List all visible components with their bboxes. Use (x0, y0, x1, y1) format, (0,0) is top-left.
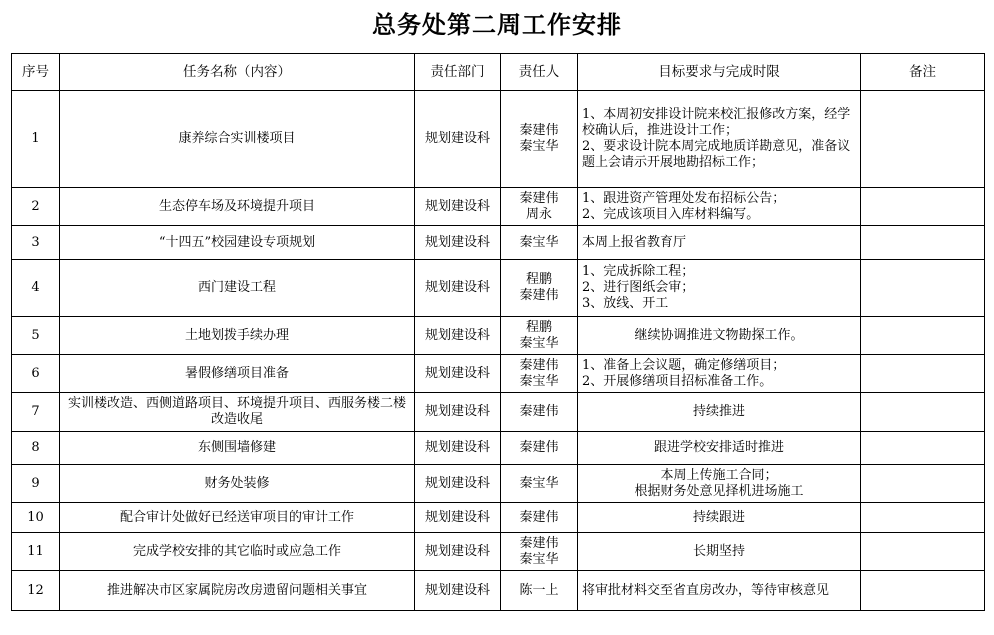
person-name: 秦建伟 (519, 535, 559, 551)
person-name: 程鹏 (525, 272, 552, 287)
row-goal (578, 503, 861, 533)
row-person (501, 432, 578, 465)
goal-line: 本周上报省教育厅 (582, 234, 687, 250)
table-row (12, 393, 985, 432)
row-goal (578, 571, 861, 611)
row-person (501, 188, 578, 226)
row-person (501, 571, 578, 611)
table-row (12, 188, 985, 226)
row-index: 8 (12, 432, 60, 465)
row-note (861, 571, 985, 611)
row-department: 规划建设科 (415, 432, 501, 465)
table-row (12, 226, 985, 260)
row-task: 完成学校安排的其它临时或应急工作 (60, 533, 415, 571)
row-note (861, 393, 985, 432)
row-task: 推进解决市区家属院房改房遗留问题相关事宜 (60, 571, 415, 611)
row-department: 规划建设科 (415, 91, 501, 188)
header-department: 责任部门 (415, 54, 501, 91)
row-index: 6 (12, 355, 60, 393)
row-department: 规划建设科 (415, 188, 501, 226)
row-department: 规划建设科 (415, 503, 501, 533)
row-index: 11 (12, 533, 60, 571)
table-row (12, 533, 985, 571)
header-note: 备注 (861, 54, 985, 91)
goal-line: 根据财务处意见择机进场施工 (634, 483, 804, 499)
row-task: 土地划拨手续办理 (60, 317, 415, 355)
goal-line: 1、准备上会议题，确定修缮项目； (582, 357, 786, 373)
row-note (861, 533, 985, 571)
row-goal (578, 465, 861, 503)
work-schedule-table (11, 53, 985, 611)
row-department: 规划建设科 (415, 393, 501, 432)
row-note (861, 432, 985, 465)
row-department: 规划建设科 (415, 260, 501, 317)
row-department: 规划建设科 (415, 533, 501, 571)
row-goal (578, 317, 861, 355)
goal-line: 将审批材料交至省直房改办，等待审核意见 (582, 582, 830, 598)
person-name: 秦建伟 (519, 509, 559, 525)
person-name: 程鹏 (525, 319, 552, 335)
row-goal (578, 260, 861, 317)
goal-line: 本周上传施工合同； (660, 467, 778, 483)
row-person (501, 91, 578, 188)
row-person (501, 355, 578, 393)
row-note (861, 226, 985, 260)
person-name: 周永 (525, 206, 552, 222)
row-task: 康养综合实训楼项目 (60, 91, 415, 188)
goal-line: 2、完成该项目入库材料编写。 (582, 206, 760, 222)
person-name: 秦宝华 (519, 475, 559, 491)
table-row (12, 355, 985, 393)
person-name: 秦建伟 (519, 357, 559, 373)
row-task: 实训楼改造、西侧道路项目、环境提升项目、西服务楼二楼改造收尾 (60, 393, 415, 432)
row-person (501, 317, 578, 355)
row-department: 规划建设科 (415, 226, 501, 260)
goal-line: 持续推进 (692, 404, 745, 419)
row-goal (578, 432, 861, 465)
row-note (861, 260, 985, 317)
person-name: 秦建伟 (519, 440, 559, 455)
person-name: 秦建伟 (519, 288, 559, 303)
row-task: 生态停车场及环境提升项目 (60, 188, 415, 226)
goal-line: 1、跟进资产管理处发布招标公告； (582, 190, 786, 206)
person-name: 秦建伟 (519, 123, 559, 138)
person-name: 秦宝华 (519, 234, 559, 250)
table-row (12, 571, 985, 611)
header-goal: 目标要求与完成时限 (578, 54, 861, 91)
goal-line: 1、本周初安排设计院来校汇报修改方案，经学校确认后，推进设计工作； (582, 107, 851, 138)
row-note (861, 91, 985, 188)
person-name: 秦宝华 (519, 139, 559, 154)
person-name: 陈一上 (519, 582, 559, 598)
row-person (501, 465, 578, 503)
row-task: 财务处装修 (60, 465, 415, 503)
page-title: 总务处第二周工作安排 (372, 10, 622, 39)
row-goal (578, 226, 861, 260)
row-department: 规划建设科 (415, 571, 501, 611)
goal-line: 2、开展修缮项目招标准备工作。 (582, 373, 773, 389)
row-person (501, 503, 578, 533)
row-task: 配合审计处做好已经送审项目的审计工作 (60, 503, 415, 533)
goal-line: 持续跟进 (692, 509, 745, 525)
row-index: 9 (12, 465, 60, 503)
person-name: 秦建伟 (519, 190, 559, 206)
row-note (861, 188, 985, 226)
row-person (501, 226, 578, 260)
table-row (12, 503, 985, 533)
person-name: 秦宝华 (519, 373, 559, 389)
row-note (861, 465, 985, 503)
row-goal (578, 188, 861, 226)
row-index: 1 (12, 91, 60, 188)
goal-line: 长期坚持 (692, 543, 745, 559)
row-index: 2 (12, 188, 60, 226)
row-note (861, 503, 985, 533)
table-row (12, 465, 985, 503)
person-name: 秦建伟 (519, 404, 559, 419)
header-index: 序号 (12, 54, 60, 91)
row-task: 西门建设工程 (60, 260, 415, 317)
row-department: 规划建设科 (415, 317, 501, 355)
goal-line: 继续协调推进文物勘探工作。 (634, 327, 804, 343)
goal-line: 2、进行图纸会审； (582, 280, 695, 295)
row-index: 4 (12, 260, 60, 317)
row-index: 7 (12, 393, 60, 432)
row-department: 规划建设科 (415, 465, 501, 503)
row-index: 5 (12, 317, 60, 355)
row-index: 12 (12, 571, 60, 611)
goal-line: 跟进学校安排适时推进 (653, 440, 784, 455)
goal-line: 1、完成拆除工程； (582, 264, 695, 279)
person-name: 秦宝华 (519, 335, 559, 351)
header-person: 责任人 (501, 54, 578, 91)
goal-line: 2、要求设计院本周完成地质详勘意见，准备议题上会请示开展地勘招标工作； (582, 139, 851, 170)
person-name: 秦宝华 (519, 551, 559, 567)
row-task: 暑假修缮项目准备 (60, 355, 415, 393)
row-department: 规划建设科 (415, 355, 501, 393)
row-index: 3 (12, 226, 60, 260)
table-row (12, 260, 985, 317)
row-task: 东侧围墙修建 (60, 432, 415, 465)
row-index: 10 (12, 503, 60, 533)
table-row (12, 91, 985, 188)
row-person (501, 533, 578, 571)
table-row (12, 432, 985, 465)
row-goal (578, 393, 861, 432)
header-task: 任务名称（内容） (60, 54, 415, 91)
goal-line: 3、放线、开工 (582, 296, 669, 311)
row-goal (578, 533, 861, 571)
row-note (861, 317, 985, 355)
row-task: “十四五”校园建设专项规划 (60, 226, 415, 260)
row-person (501, 260, 578, 317)
table-header-row (12, 54, 985, 91)
row-person (501, 393, 578, 432)
row-goal (578, 91, 861, 188)
table-row (12, 317, 985, 355)
row-note (861, 355, 985, 393)
row-goal (578, 355, 861, 393)
